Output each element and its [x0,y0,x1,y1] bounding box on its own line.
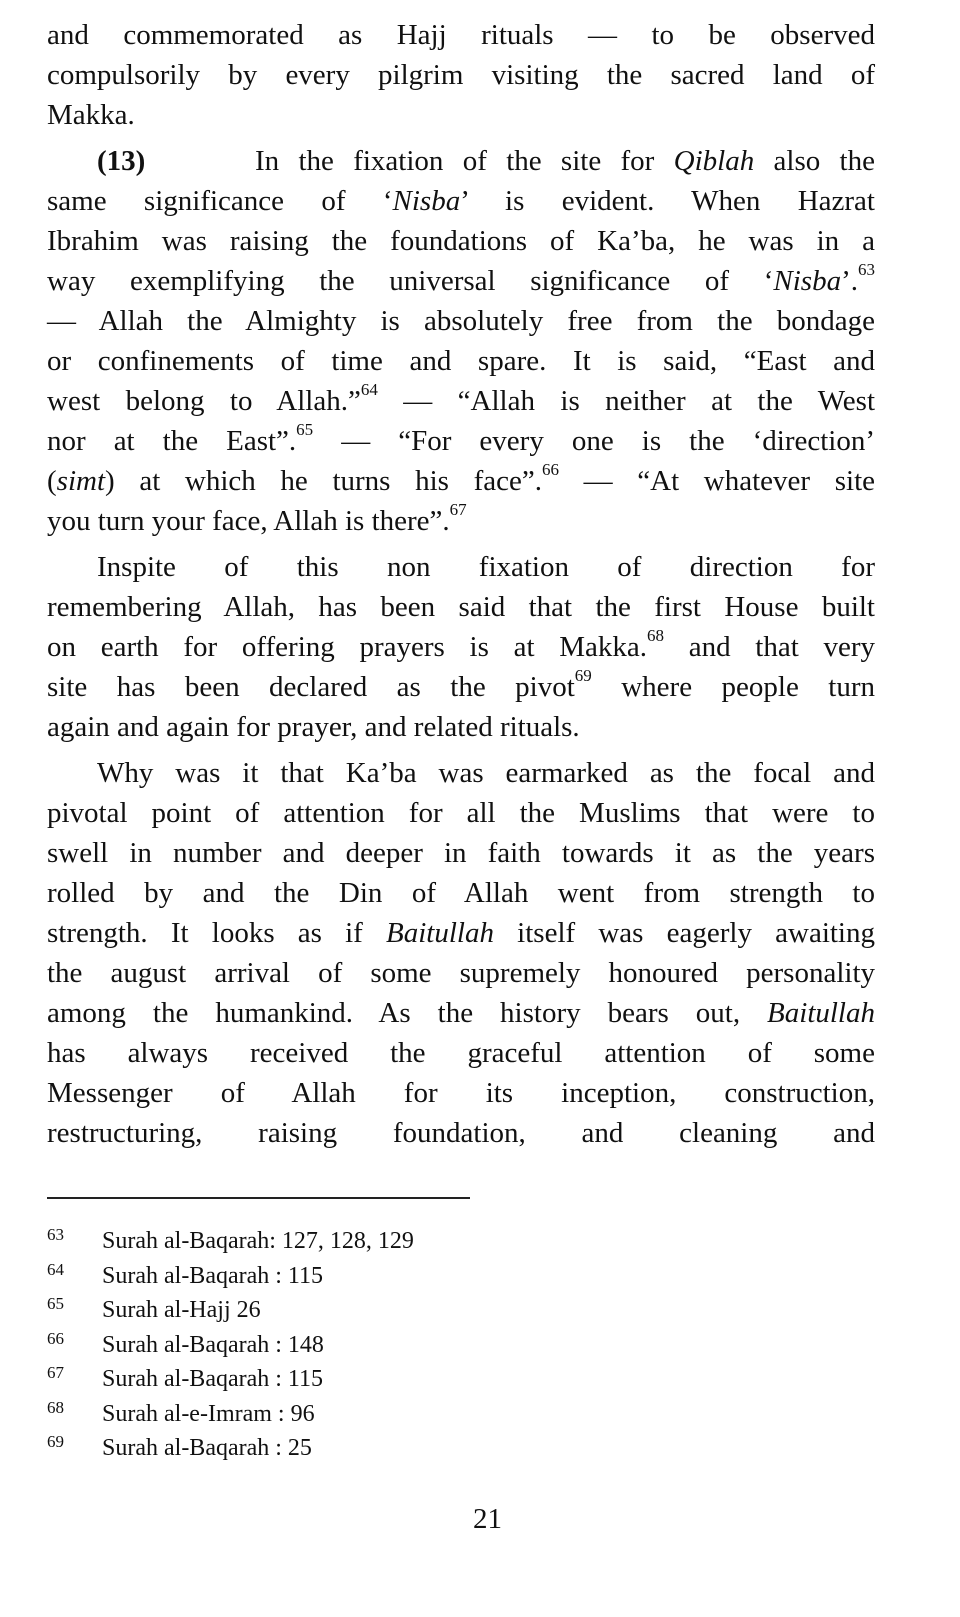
text-span: ’ is evident. When Hazrat [460,185,875,217]
text-span: Baitullah [767,997,875,1029]
text-line [47,873,875,913]
text-span: ( [47,465,57,497]
text-line [47,461,875,501]
text-span: Why was it that Ka’ba was earmarked as the focal and [97,757,875,789]
text-span: same significance of ‘ [47,185,393,217]
text-span: strength. It looks as if [47,917,387,949]
text-line [47,993,875,1033]
footnote-text: Surah al-Baqarah: 127, 128, 129 [102,1228,414,1254]
text-span: the august arrival of some supremely honoured personality [47,957,875,989]
text-line [47,55,875,95]
text-line [47,261,875,301]
text-span: Nisba [773,265,842,297]
text-line [47,301,875,341]
text-line [47,913,875,953]
text-span: Nisba [392,185,461,217]
text-span: Ibrahim was raising the foundations of Ka’ba, he was in a [47,225,875,257]
text-line [47,793,875,833]
text-span: compulsorily by every pilgrim visiting the sacred land of [47,59,875,91]
text-span: — Allah the Almighty is absolutely free from the bondage [47,305,875,337]
paragraph [47,15,875,135]
text-span: — “For every one is the ‘direction’ [313,425,875,457]
footnote-text: Surah al-Baqarah : 115 [102,1366,324,1392]
footnote-number: 64 [47,1259,64,1279]
text-span: west belong to Allah.” [47,385,361,417]
text-line [47,587,875,627]
text-line [47,181,875,221]
text-span: or confinements of time and spare. It is said, “East and [47,345,875,377]
text-line [47,753,875,793]
footnote-text: Surah al-Baqarah : 148 [102,1331,324,1358]
text-span: ’. [841,265,858,297]
footnote-divider [47,1197,470,1199]
paragraph [47,547,875,747]
footnote-text: Surah al-Baqarah : 25 [102,1435,312,1461]
page-number: 21 [473,1503,502,1535]
text-span: also the [754,145,875,177]
text-span: In the fixation of the site for [255,145,674,177]
text-line [47,667,875,707]
footnote-number: 69 [47,1432,64,1451]
text-span: restructuring, raising foundation, and cleaning and [47,1117,875,1149]
text-line [47,707,875,747]
footnote-number: 68 [47,1397,64,1417]
body-text [47,15,875,1153]
paragraph [47,753,875,1153]
text-line [47,627,875,667]
text-line [47,141,875,181]
text-span: site has been declared as the pivot [47,671,575,703]
text-span: ) at which he turns his face”. [105,465,542,497]
footnote-text: Surah al-e-Imram : 96 [102,1400,315,1427]
text-span: where people turn [591,671,875,703]
footnote-ref: 69 [574,666,592,685]
text-line [47,15,875,55]
text-span: again and again for prayer, and related rituals. [47,711,580,743]
text-line [47,833,875,873]
text-span: among the humankind. As the history bears out, [47,997,768,1029]
text-line [47,95,875,135]
text-span: you turn your face, Allah is there”. [47,505,450,537]
text-line [47,501,875,541]
text-span: pivotal point of attention for all the Muslims that were to [47,797,875,829]
footnote-number: 65 [47,1294,64,1313]
paragraph [47,141,875,541]
text-span: Makka. [47,99,135,131]
text-line [47,221,875,261]
text-span: has always received the graceful attention of some [47,1037,875,1069]
text-line [47,1073,875,1113]
text-line [47,1033,875,1073]
text-span: swell in number and deeper in faith towards it as the years [47,837,875,869]
footnote-ref: 68 [647,626,664,645]
text-span: rolled by and the Din of Allah went from strength to [47,877,875,909]
footnote-ref: 64 [360,380,378,399]
footnote-number: 66 [47,1328,64,1348]
footnote-ref: 67 [449,500,467,519]
text-line [47,381,875,421]
text-line [47,421,875,461]
footnote-ref: 65 [296,420,314,439]
text-span: way exemplifying the universal significance of ‘ [47,265,774,297]
text-line [47,953,875,993]
footnote-ref: 63 [858,260,875,279]
text-span: Baitullah [386,917,494,949]
text-span: — “At whatever site [558,465,875,497]
text-span: Messenger of Allah for its inception, construction, [47,1077,875,1109]
footnote-ref: 66 [541,460,559,479]
text-span: Qiblah [673,145,755,177]
text-span: simt [56,465,106,497]
footnote-number: 63 [47,1225,64,1244]
text-span: and that very [664,631,876,663]
text-span: Inspite of this non fixation of direction for [97,551,875,583]
text-span: — “Allah is neither at the West [377,385,875,417]
text-span: on earth for offering prayers is at Makka. [47,631,647,663]
footnote-text: Surah al-Hajj 26 [102,1297,261,1323]
text-span: and commemorated as Hajj rituals — to be observed [47,19,875,51]
section-number: (13) [97,145,146,177]
text-span: itself was eagerly awaiting [493,917,875,949]
text-line [47,547,875,587]
text-line [47,341,875,381]
footnote-text: Surah al-Baqarah : 115 [102,1262,324,1289]
text-span: remembering Allah, has been said that the first House built [47,591,875,623]
text-span: nor at the East”. [47,425,297,457]
text-line [47,1113,875,1153]
footnote-number: 67 [47,1363,64,1382]
